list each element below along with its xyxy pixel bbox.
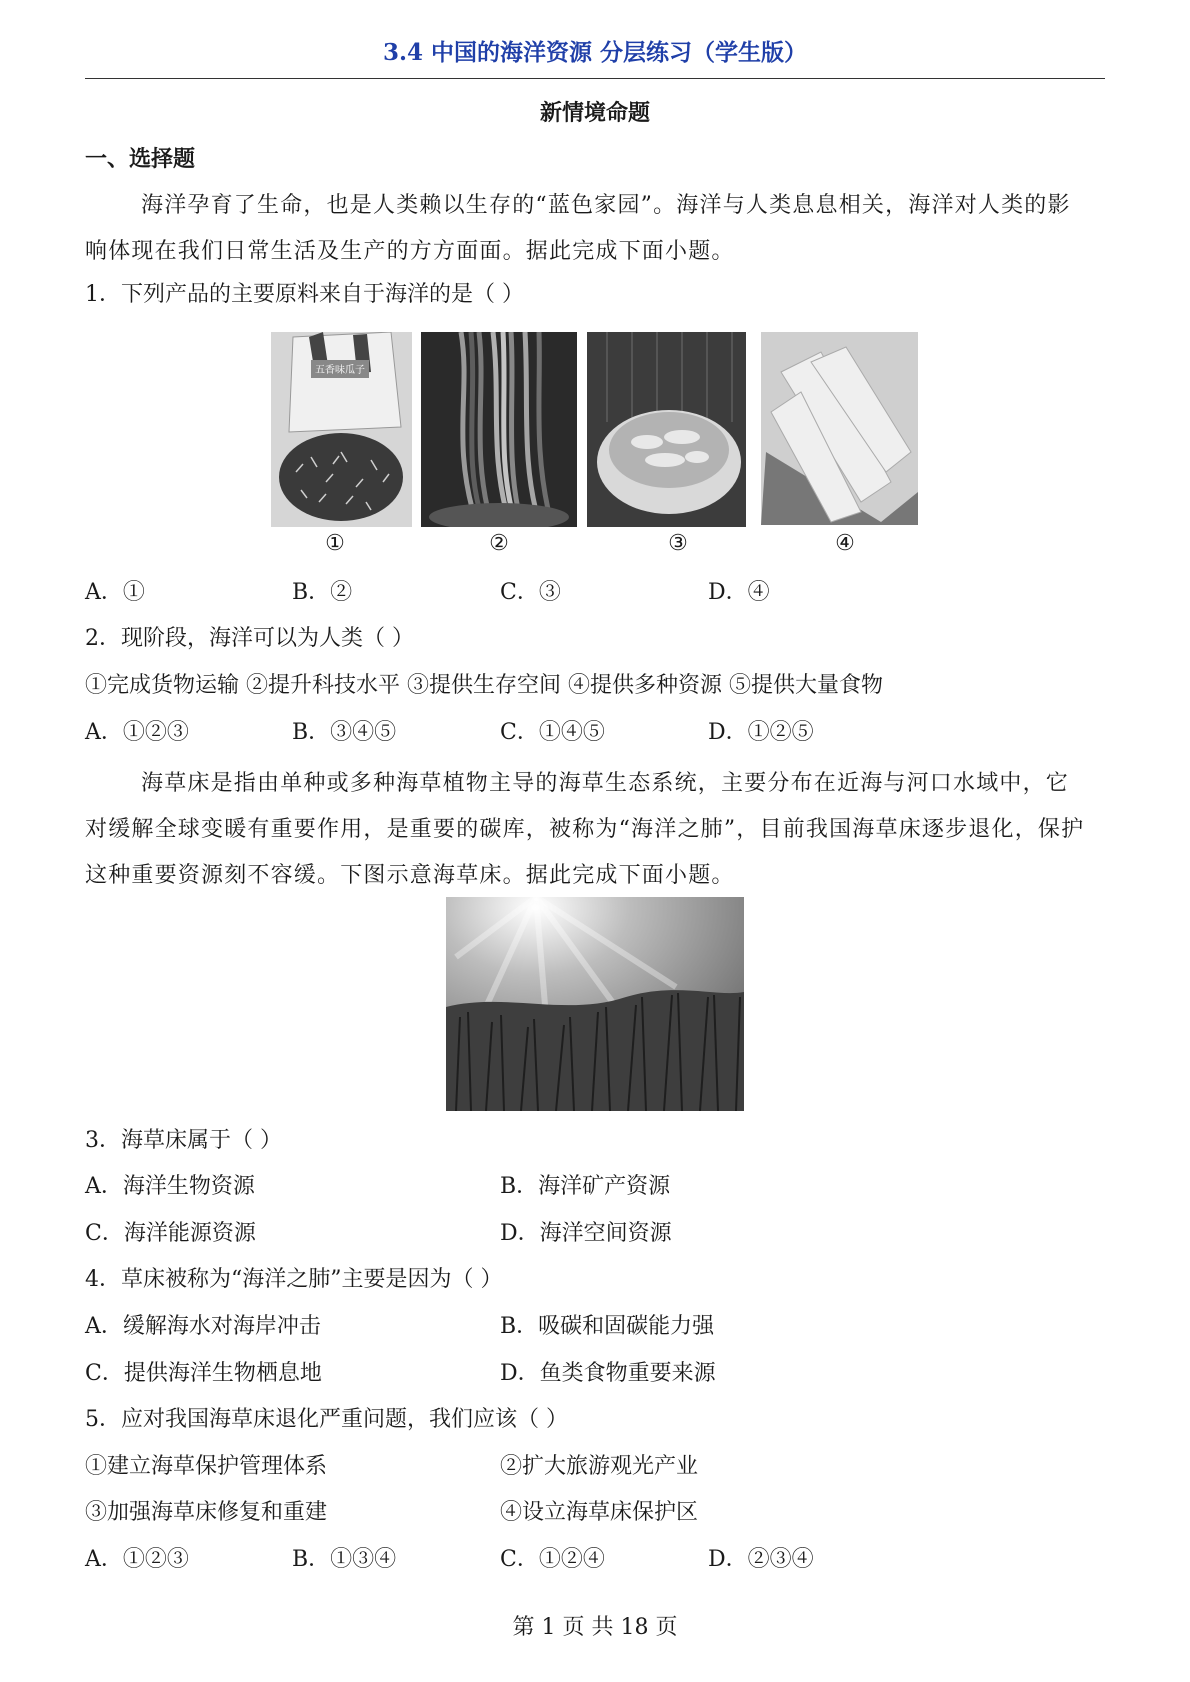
q3-option-d: D．海洋空间资源 <box>500 1221 672 1246</box>
q2-items: ①完成货物运输 ②提升科技水平 ③提供生存空间 ④提供多种资源 ⑤提供大量食物 <box>85 673 883 698</box>
question-1-stem: 1．下列产品的主要原料来自于海洋的是（ ） <box>85 282 524 307</box>
page-footer: 第 1 页 共 18 页 <box>512 1615 678 1640</box>
q5-item-4: ④设立海草床保护区 <box>500 1500 699 1525</box>
q1-option-d: D．④ <box>708 580 770 605</box>
passage2-line2: 对缓解全球变暖有重要作用，是重要的碳库，被称为“海洋之肺”，目前我国海草床逐步退化，保护 <box>85 817 1085 842</box>
photo-caption-1: ① <box>325 531 345 556</box>
q5-option-b: B．①③④ <box>292 1547 397 1572</box>
q4-option-c: C．提供海洋生物栖息地 <box>85 1361 322 1386</box>
q5-option-a: A．①②③ <box>85 1547 189 1572</box>
bowl-image <box>587 332 746 527</box>
q5-item-3: ③加强海草床修复和重建 <box>85 1500 328 1525</box>
passage2-line3: 这种重要资源刻不容缓。下图示意海草床。据此完成下面小题。 <box>85 863 735 888</box>
seagrass-photo <box>446 897 744 1111</box>
kelp-photo <box>421 332 577 527</box>
q1-option-a: A．① <box>85 580 145 605</box>
q3-option-a: A．海洋生物资源 <box>85 1174 255 1199</box>
q5-item-2: ②扩大旅游观光产业 <box>500 1454 699 1479</box>
q2-option-a: A．①②③ <box>85 720 189 745</box>
kelp-image <box>421 332 577 527</box>
q4-option-d: D．鱼类食物重要来源 <box>500 1361 716 1386</box>
photo-caption-4: ④ <box>835 531 855 556</box>
bowl-photo <box>587 332 746 527</box>
subtitle: 新情境命题 <box>539 100 650 126</box>
question-4-stem: 4．草床被称为“海洋之肺”主要是因为（ ） <box>85 1267 503 1292</box>
q5-item-1: ①建立海草保护管理体系 <box>85 1454 328 1479</box>
section-heading: 一、选择题 <box>85 146 196 172</box>
q2-option-b: B．③④⑤ <box>292 720 397 745</box>
document-title: 3.4 中国的海洋资源 分层练习（学生版） <box>382 39 808 66</box>
q5-option-c: C．①②④ <box>500 1547 605 1572</box>
bamboo-shoots-photo <box>761 332 918 525</box>
question-5-stem: 5．应对我国海草床退化严重问题，我们应该（ ） <box>85 1407 568 1432</box>
seeds-image <box>271 332 412 527</box>
q1-option-c: C．③ <box>500 580 561 605</box>
q2-option-c: C．①④⑤ <box>500 720 605 745</box>
q1-option-b: B．② <box>292 580 353 605</box>
seagrass-image <box>446 897 744 1111</box>
seeds-photo <box>271 332 412 527</box>
passage1-line1: 海洋孕育了生命，也是人类赖以生存的“蓝色家园”。海洋与人类息息相关，海洋对人类的影 <box>141 193 1071 218</box>
question-2-stem: 2．现阶段，海洋可以为人类（ ） <box>85 626 414 651</box>
passage1-line2: 响体现在我们日常生活及生产的方方面面。据此完成下面小题。 <box>85 239 735 264</box>
q3-option-c: C．海洋能源资源 <box>85 1221 256 1246</box>
photo-caption-3: ③ <box>668 531 688 556</box>
header-rule <box>85 78 1105 79</box>
q4-option-a: A．缓解海水对海岸冲击 <box>85 1314 321 1339</box>
passage2-line1: 海草床是指由单种或多种海草植物主导的海草生态系统，主要分布在近海与河口水域中，它 <box>141 771 1070 796</box>
photo-caption-2: ② <box>489 531 509 556</box>
packet-label: 五香味瓜子 <box>315 365 365 376</box>
question-3-stem: 3．海草床属于（ ） <box>85 1128 282 1153</box>
q2-option-d: D．①②⑤ <box>708 720 814 745</box>
q5-option-d: D．②③④ <box>708 1547 814 1572</box>
q3-option-b: B．海洋矿产资源 <box>500 1174 671 1199</box>
bamboo-shoots-image <box>761 332 918 525</box>
q4-option-b: B．吸碳和固碳能力强 <box>500 1314 715 1339</box>
